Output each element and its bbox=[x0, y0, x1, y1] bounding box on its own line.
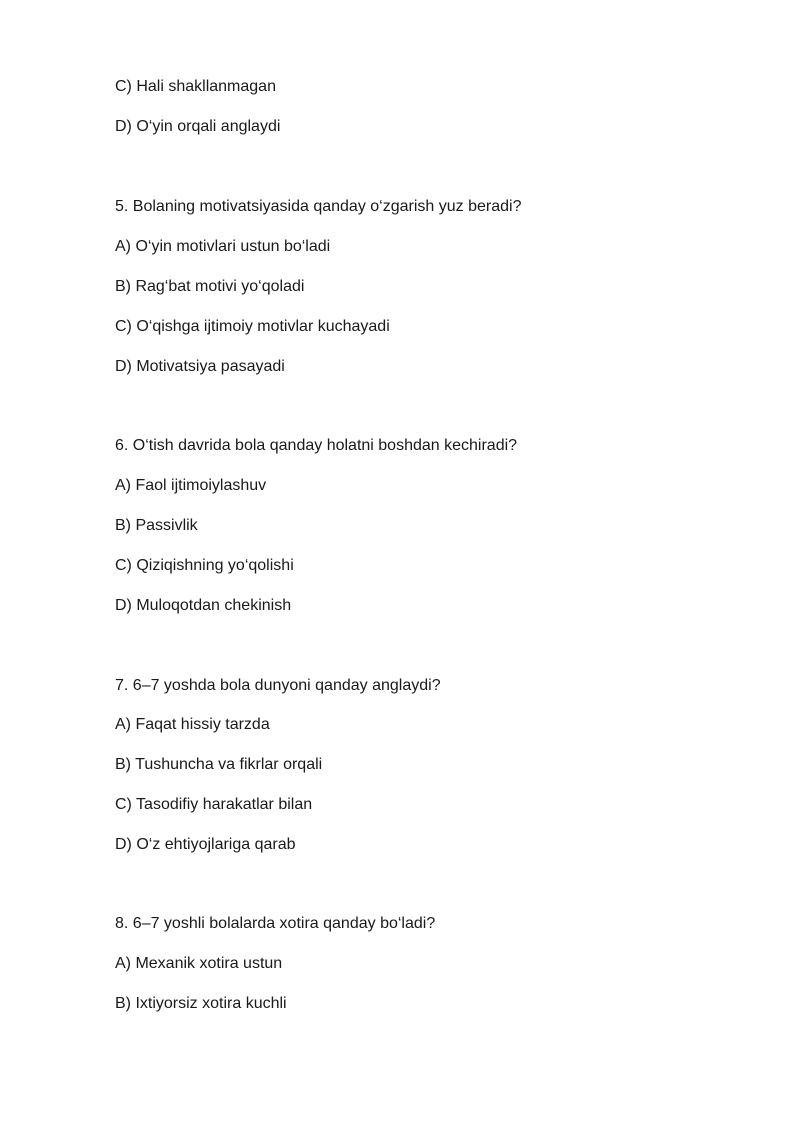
q4-option-d: D) O‘yin orqali anglaydi bbox=[115, 118, 281, 135]
q5-question: 5. Bolaning motivatsiyasida qanday o‘zgarish yuz beradi? bbox=[115, 198, 522, 215]
q6-option-c: C) Qiziqishning yo‘qolishi bbox=[115, 557, 294, 574]
q4-option-c: C) Hali shakllanmagan bbox=[115, 78, 276, 95]
q7-option-a: A) Faqat hissiy tarzda bbox=[115, 716, 270, 733]
q5-option-c: C) O‘qishga ijtimoiy motivlar kuchayadi bbox=[115, 318, 390, 335]
q8-option-a: A) Mexanik xotira ustun bbox=[115, 955, 283, 972]
q5-option-d: D) Motivatsiya pasayadi bbox=[115, 358, 285, 375]
q7-option-d: D) O‘z ehtiyojlariga qarab bbox=[115, 836, 296, 853]
q5-option-a: A) O‘yin motivlari ustun bo‘ladi bbox=[115, 238, 331, 255]
q7-option-c: C) Tasodifiy harakatlar bilan bbox=[115, 796, 313, 813]
q6-option-a: A) Faol ijtimoiylashuv bbox=[115, 477, 267, 494]
q8-option-b: B) Ixtiyorsiz xotira kuchli bbox=[115, 995, 287, 1012]
q7-question: 7. 6–7 yoshda bola dunyoni qanday anglaydi? bbox=[115, 677, 441, 694]
q6-question: 6. O‘tish davrida bola qanday holatni boshdan kechiradi? bbox=[115, 437, 518, 454]
q7-option-b: B) Tushuncha va fikrlar orqali bbox=[115, 756, 323, 773]
q8-question: 8. 6–7 yoshli bolalarda xotira qanday bo‘ladi? bbox=[115, 915, 436, 932]
q5-option-b: B) Rag‘bat motivi yo‘qoladi bbox=[115, 278, 305, 295]
q6-option-d: D) Muloqotdan chekinish bbox=[115, 597, 292, 614]
q6-option-b: B) Passivlik bbox=[115, 517, 198, 534]
